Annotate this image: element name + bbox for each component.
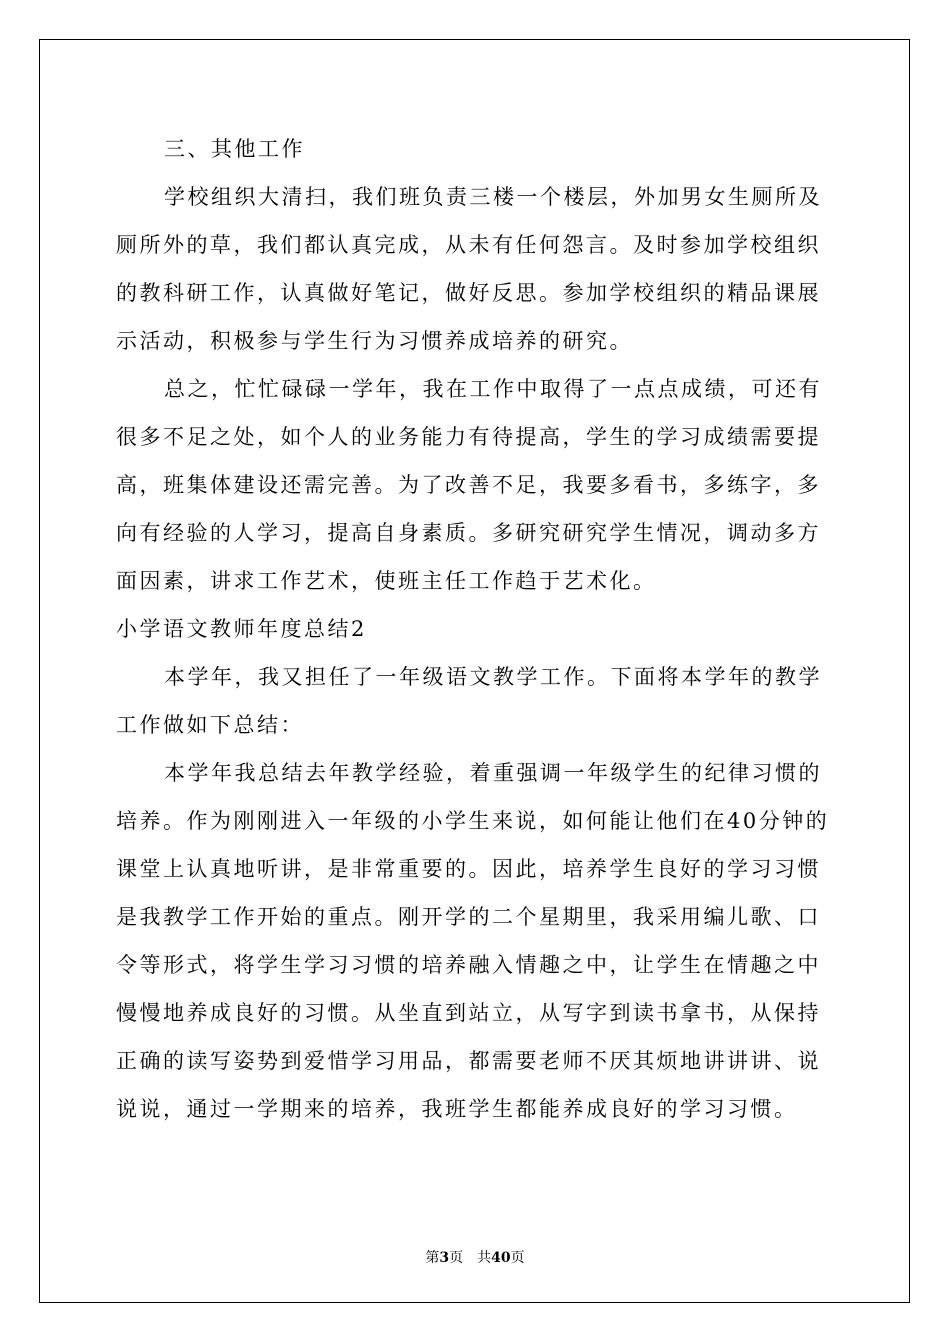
page-footer <box>0 1247 950 1267</box>
page-number: 3 <box>439 1250 450 1266</box>
paragraph-cleaning-work: 学校组织大清扫，我们班负责三楼一个楼层，外加男女生厕所及厕所外的草，我们都认真完成，从未有任何怨言。及时参加学校组织的教科研工作，认真做好笔记，做好反思。参加学校组织的精品课展示活动，积极参与学生行为习惯养成培养的研究。 <box>116 185 822 353</box>
total-suffix: 页 <box>510 1250 525 1266</box>
article-title-2: 小学语文教师年度总结2 <box>116 617 367 641</box>
page-prefix: 第 <box>425 1250 440 1266</box>
page-suffix: 页 <box>449 1250 464 1266</box>
total-prefix: 共 <box>477 1250 492 1266</box>
paragraph-intro: 本学年，我又担任了一年级语文教学工作。下面将本学年的教学工作做如下总结： <box>116 665 822 737</box>
paragraph-summary: 总之，忙忙碌碌一学年，我在工作中取得了一点点成绩，可还有很多不足之处，如个人的业务能力有待提高，学生的学习成绩需要提高，班集体建设还需完善。为了改善不足，我要多看书，多练字，多向有经验的人学习，提高自身素质。多研究研究学生情况，调动多方面因素，讲求工作艺术，使班主任工作趋于艺术化。 <box>116 377 822 593</box>
paragraph-habits: 本学年我总结去年教学经验，着重强调一年级学生的纪律习惯的培养。作为刚刚进入一年级的小学生来说，如何能让他们在40分钟的课堂上认真地听讲，是非常重要的。因此，培养学生良好的学习习惯是我教学工作开始的重点。刚开学的二个星期里，我采用编儿歌、口令等形式，将学生学习习惯的培养融入情趣之中，让学生在情趣之中慢慢地养成良好的习惯。从坐直到站立，从写字到读书拿书，从保持正确的读写姿势到爱惜学习用品，都需要老师不厌其烦地讲讲讲、说说说，通过一学期来的培养，我班学生都能养成良好的学习习惯。 <box>116 761 830 1121</box>
total-pages: 40 <box>491 1250 511 1266</box>
document-body <box>116 125 834 1133</box>
section-heading-other-work: 三、其他工作 <box>164 137 305 161</box>
